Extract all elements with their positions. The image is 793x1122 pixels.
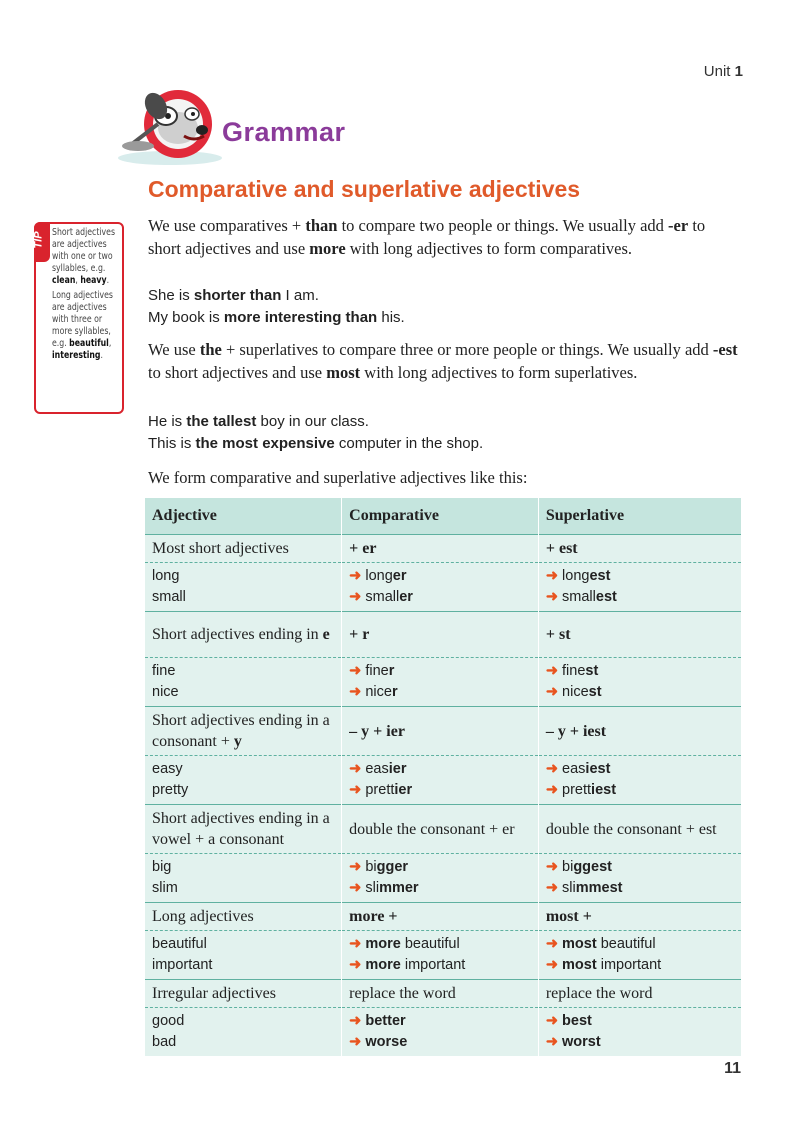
superlative-cell: ➜ biggest ➜ slimmest [538,854,741,903]
arrow-icon: ➜ [349,859,362,875]
grammar-banner-title: Grammar [222,117,346,147]
table-row [145,707,741,756]
table-header: Comparative [342,498,539,535]
arrow-icon: ➜ [545,782,558,798]
page-number: 11 [724,1060,741,1077]
category-cell: Short adjectives ending in a vowel + a consonant [145,805,342,854]
arrow-icon: ➜ [349,684,362,700]
category-cell: Most short adjectives [145,535,342,563]
superlative-cell: ➜ best ➜ worst [538,1008,741,1057]
superlative-cell: ➜ longest ➜ smallest [538,563,741,612]
tip-text: Short adjectives are adjectives with one or two syllables, e.g. clean, heavy. Long adjectives are adjectives with three or more syllables, e.g. beautiful, interesting. [52,227,116,361]
table-row [145,612,741,658]
comparative-cell: ➜ more beautiful ➜ more important [342,931,539,980]
paragraph-comparatives: We use comparatives + than to compare two people or things. We usually add -er to short adjectives and use more with long adjectives to form comparatives. [148,216,706,258]
category-cell: Short adjectives ending in a consonant + y [145,707,342,756]
arrow-icon: ➜ [349,761,362,777]
comparative-rule-cell: more + [342,903,539,931]
comparative-rule-cell: double the consonant + er [342,805,539,854]
example-cell: fine nice [145,658,342,707]
comparative-rule-cell: replace the word [342,980,539,1008]
table-row [145,854,741,903]
arrow-icon: ➜ [349,568,362,584]
arrow-icon: ➜ [545,957,558,973]
arrow-icon: ➜ [545,684,558,700]
arrow-icon: ➜ [349,957,362,973]
table-header: Adjective [145,498,342,535]
table-row [145,535,741,563]
examples-superlatives [148,411,738,455]
comparative-cell: ➜ finer ➜ nicer [342,658,539,707]
example-cell: big slim [145,854,342,903]
arrow-icon: ➜ [545,663,558,679]
table-row [145,931,741,980]
arrow-icon: ➜ [545,1013,558,1029]
category-cell: Short adjectives ending in e [145,612,342,658]
category-cell: Irregular adjectives [145,980,342,1008]
comparative-rule-cell: + r [342,612,539,658]
superlative-cell: ➜ easiest ➜ prettiest [538,756,741,805]
unit-label: Unit 1 [703,63,743,80]
table-header: Superlative [538,498,741,535]
arrow-icon: ➜ [545,761,558,777]
adjectives-table [145,498,741,1056]
table-row [145,563,741,612]
arrow-icon: ➜ [349,880,362,896]
superlative-rule-cell: + st [538,612,741,658]
comparative-cell: ➜ bigger ➜ slimmer [342,854,539,903]
arrow-icon: ➜ [349,589,362,605]
arrow-icon: ➜ [349,936,362,952]
example-cell: long small [145,563,342,612]
comparative-rule-cell: + er [342,535,539,563]
arrow-icon: ➜ [545,568,558,584]
example-line: She is shorter than I am. [148,287,319,304]
examples-comparatives [148,285,738,329]
category-cell: Long adjectives [145,903,342,931]
arrow-icon: ➜ [545,880,558,896]
section-title: Comparative and superlative adjectives [148,176,581,202]
grammar-mascot-icon [108,76,228,166]
arrow-icon: ➜ [349,1034,362,1050]
example-line: This is the most expensive computer in the shop. [148,435,484,452]
superlative-rule-cell: – y + iest [538,707,741,756]
arrow-icon: ➜ [545,589,558,605]
table-row [145,980,741,1008]
arrow-icon: ➜ [545,936,558,952]
superlative-cell: ➜ most beautiful ➜ most important [538,931,741,980]
comparative-cell: ➜ easier ➜ prettier [342,756,539,805]
table-row [145,903,741,931]
superlative-rule-cell: most + [538,903,741,931]
superlative-cell: ➜ finest ➜ nicest [538,658,741,707]
comparative-cell: ➜ longer ➜ smaller [342,563,539,612]
arrow-icon: ➜ [349,663,362,679]
superlative-rule-cell: + est [538,535,741,563]
arrow-icon: ➜ [545,1034,558,1050]
superlative-rule-cell: replace the word [538,980,741,1008]
table-row [145,805,741,854]
arrow-icon: ➜ [349,782,362,798]
table-row [145,756,741,805]
example-cell: beautiful important [145,931,342,980]
arrow-icon: ➜ [349,1013,362,1029]
example-cell: good bad [145,1008,342,1057]
arrow-icon: ➜ [545,859,558,875]
table-row [145,658,741,707]
paragraph-table-intro: We form comparative and superlative adjectives like this: [148,468,528,487]
comparative-rule-cell: – y + ier [342,707,539,756]
example-cell: easy pretty [145,756,342,805]
tip-box [34,222,124,414]
paragraph-superlatives: We use the + superlatives to compare three or more people or things. We usually add -est to short adjectives and use most with long adjectives to form superlatives. [148,340,738,382]
tip-tab: TIP [34,222,50,262]
comparative-cell: ➜ better ➜ worse [342,1008,539,1057]
example-line: He is the tallest boy in our class. [148,413,369,430]
table-body [145,535,741,1057]
superlative-rule-cell: double the consonant + est [538,805,741,854]
table-row [145,1008,741,1057]
example-line: My book is more interesting than his. [148,309,405,326]
